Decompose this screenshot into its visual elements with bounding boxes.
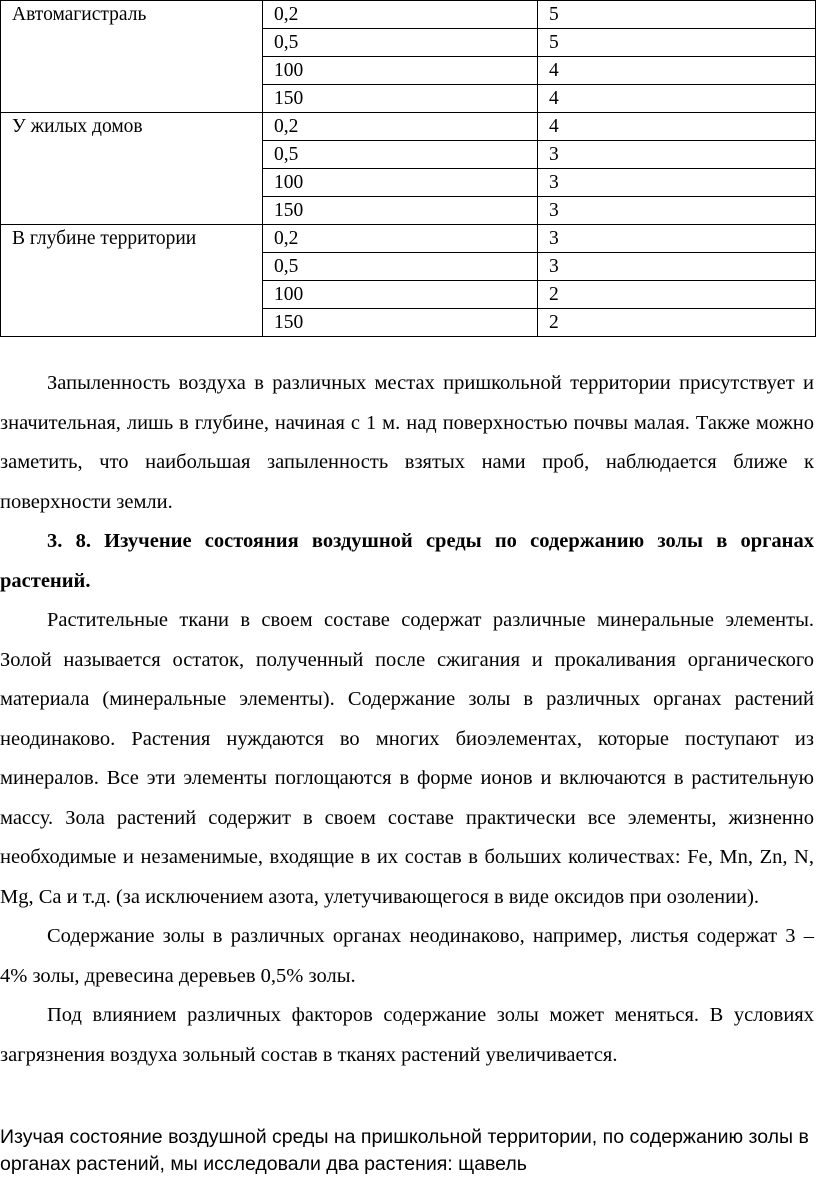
height-cell: 0,5: [263, 253, 538, 281]
height-cell: 100: [263, 57, 538, 85]
table-row: [1, 225, 816, 253]
dust-data-table: [0, 0, 816, 337]
value-cell: 3: [538, 225, 816, 253]
height-cell: 0,5: [263, 141, 538, 169]
height-cell: 150: [263, 197, 538, 225]
value-cell: 3: [538, 253, 816, 281]
value-cell: 4: [538, 113, 816, 141]
table-row: [1, 1, 816, 29]
place-cell: У жилых домов: [1, 113, 263, 225]
paragraph-ash-content: Содержание золы в различных органах неодинаково, например, листья содержат 3 – 4% золы, древесина деревьев 0,5% золы.: [0, 925, 814, 987]
value-cell: 2: [538, 309, 816, 337]
value-cell: 3: [538, 197, 816, 225]
paragraph-ash-factors: Под влиянием различных факторов содержание золы может меняться. В условиях загрязнения воздуха зольный состав в тканях растений увеличивается.: [0, 1004, 814, 1066]
value-cell: 3: [538, 141, 816, 169]
height-cell: 150: [263, 85, 538, 113]
height-cell: 0,5: [263, 29, 538, 57]
value-cell: 2: [538, 281, 816, 309]
paragraph-ash-intro: Растительные ткани в своем составе содержат различные минеральные элементы. Золой называется остаток, полученный после сжигания и прокаливания органического материала (минеральные элементы). Содержание золы в различных органах растений неодинаково. Растения нуждаются во многих биоэлементах, которые поступают из минералов. Все эти элементы поглощаются в форме ионов и включаются в растительную массу. Зола растений содержит в своем составе практически все элементы, жизненно необходимые и незаменимые, входящие в их состав в больших количествах: Fe, Mn, Zn, N, Mg, Ca и т.д. (за исключением азота, улетучивающегося в виде оксидов при озолении).: [0, 609, 814, 908]
height-cell: 0,2: [263, 225, 538, 253]
height-cell: 0,2: [263, 1, 538, 29]
section-heading: 3. 8. Изучение состояния воздушной среды по содержанию золы в органах растений.: [0, 530, 814, 592]
height-cell: 100: [263, 281, 538, 309]
place-cell: Автомагистраль: [1, 1, 263, 113]
value-cell: 5: [538, 29, 816, 57]
table-row: [1, 113, 816, 141]
table-body: [1, 1, 816, 337]
body-text: [0, 364, 814, 1075]
value-cell: 4: [538, 85, 816, 113]
height-cell: 0,2: [263, 113, 538, 141]
value-cell: 3: [538, 169, 816, 197]
value-cell: 4: [538, 57, 816, 85]
place-cell: В глубине территории: [1, 225, 263, 337]
paragraph-dust-conclusion: Запыленность воздуха в различных местах пришкольной территории присутствует и значительная, лишь в глубине, начиная с 1 м. над поверхностью почвы малая. Также можно заметить, что наибольшая запыленность взятых нами проб, наблюдается ближе к поверхности земли.: [0, 372, 814, 513]
paragraph-study-plants: Изучая состояние воздушной среды на пришкольной территории, по содержанию золы в органах растений, мы исследовали два растения: щавель: [0, 1126, 809, 1175]
height-cell: 150: [263, 309, 538, 337]
height-cell: 100: [263, 169, 538, 197]
value-cell: 5: [538, 1, 816, 29]
